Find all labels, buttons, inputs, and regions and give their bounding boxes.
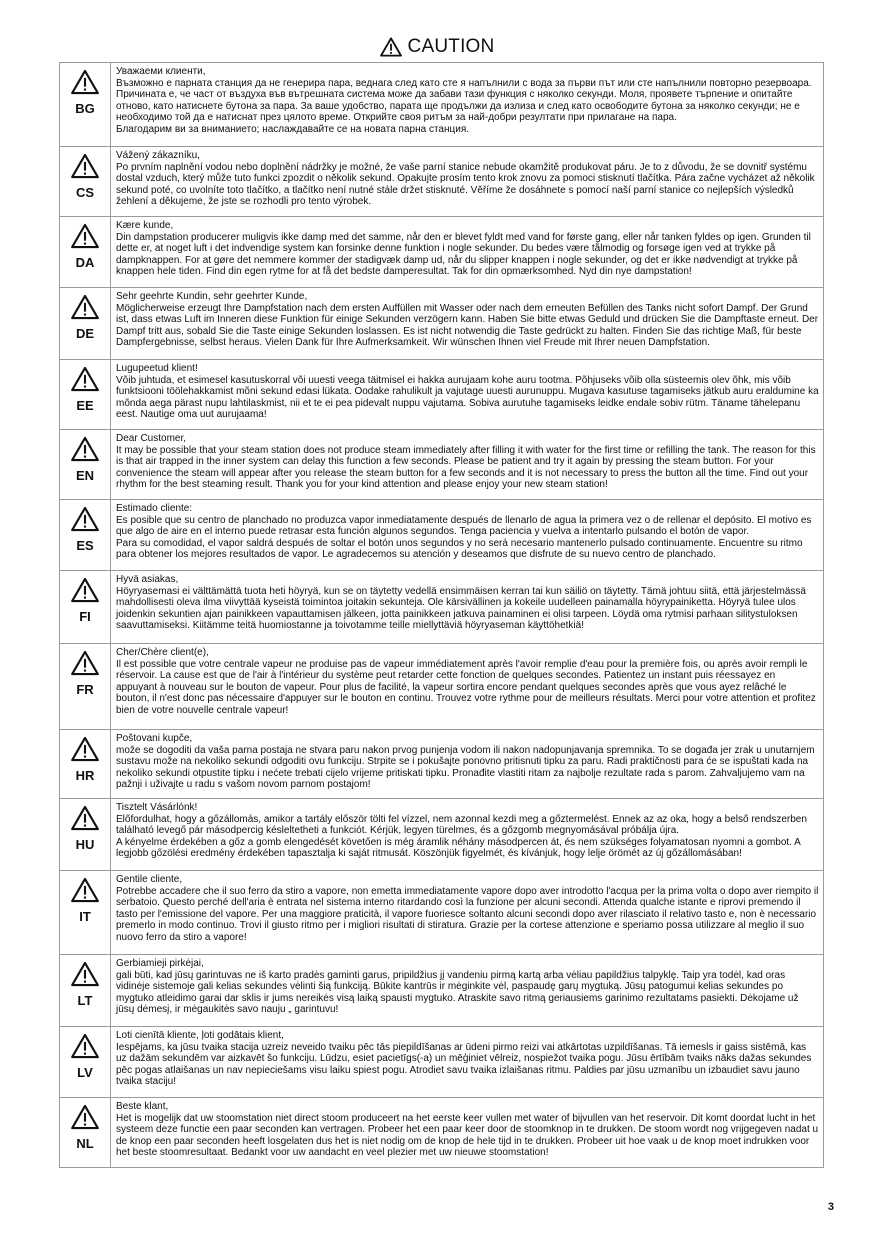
message-paragraph: Iespējams, ka jūsu tvaika stacija uzreiz neveido tvaiku pēc tās piepildīšanas ar ūdeni pirmo reizi vai atkārtotas uzpildīšanas. Tā iemesls ir gaiss sistēmā, kas uz dažām sekundēm var aizkavēt šo funkciju. Lūdzu, esiet pacietīgs(-a) un mēģiniet vēlreiz, nospiežot tvaika pogu. Jūsu ērtībām tvaiks nāks dažas sekundes pēc pogas atlaišanas un nav nepieciešams visu laiku spiest pogu. Atrodiet savu tvaika izlaišanas ritmu. Paldies par jūsu uzmanību un izbaudiet savu jauno tvaika staciju!	[116, 1041, 812, 1087]
greeting-line: Kære kunde,	[116, 220, 174, 231]
warning-triangle-icon	[71, 69, 99, 95]
language-code: NL	[76, 1136, 94, 1151]
warning-triangle-icon	[71, 961, 99, 987]
message-paragraph: Potrebbe accadere che il suo ferro da stiro a vapore, non emetta immediatamente vapore dopo aver introdotto l'acqua per la prima volta o dopo aver riempito il serbatoio. Questo perché dell'aria è entrata nel sistema interno ritardando così la funzione per alcuni secondi. Attenda qualche istante e riprovi premendo il tasto per l'emissione del vapore. Per una maggiore praticità, il vapore fuoriesce soltanto alcuni secondi dopo aver rilasciato il relativo tasto e, non è necessario premerlo in modo continuo. Trovi il giusto ritmo per i migliori risultati di stiratura. Grazie per la cortese attenzione e speriamo possa utilizzare al meglio il suo nuovo ferro da stiro a vapore!	[116, 885, 819, 943]
caution-row-cs	[60, 147, 824, 217]
language-code: CS	[75, 185, 95, 200]
warning-triangle-icon	[71, 1033, 99, 1059]
greeting-line: Poštovani kupče,	[116, 733, 193, 744]
language-cell	[60, 799, 111, 871]
caution-row-fi	[60, 571, 824, 644]
greeting-line: Tisztelt Vásárlónk!	[116, 802, 198, 813]
greeting-line: Beste klant,	[116, 1101, 169, 1112]
greeting-line: Loti cienītā kliente, ļoti godātais klient,	[116, 1030, 284, 1041]
caution-row-hu	[60, 799, 824, 871]
message-cell	[111, 360, 824, 430]
language-cell	[60, 500, 111, 571]
caution-row-de	[60, 288, 824, 360]
language-cell	[60, 955, 111, 1027]
language-code: BG	[75, 101, 95, 116]
message-paragraph: Para su comodidad, el vapor saldrá después de soltar el botón unos segundos y no será necesario mantenerlo pulsado continuamente. Encuentre su ritmo para obtener los mejores resultados de vapor. Le agradecemos su atención y deseamos que disfrute de su nuevo centro de planchado.	[116, 537, 803, 560]
language-code: HR	[75, 768, 95, 783]
message-cell	[111, 500, 824, 571]
message-paragraph: gali būti, kad jūsų garintuvas ne iš karto pradės gaminti garus, pripildžius jį vandeniu pirmą kartą arba vėliau papildžius talpyklę. Taip yra todėl, kad oras vidinėje sistemoje gali kelias sekundes vėlinti šią funkciją. Būkite kantrūs ir mėginkite vėl, paspaudę garų mygtuką. Jūsų patogumui kelias sekundes po mygtuko atleidimo garai dar sklis ir jums nereikės visą laiką spausti mygtuko. Atraskite savo ritmą geriausiems garinimo rezultatams pasiekti. Dėkojame už jūsų dėmesį, ir mėgaukitės savo nauju „ garintuvu!	[116, 969, 799, 1015]
warning-triangle-icon	[71, 223, 99, 249]
language-cell	[60, 63, 111, 147]
greeting-line: Gerbiamieji pirkėjai,	[116, 958, 204, 969]
warning-triangle-icon	[71, 506, 99, 532]
message-cell	[111, 430, 824, 500]
warning-triangle-icon	[71, 805, 99, 831]
caution-title	[0, 34, 874, 60]
message-paragraph: može se dogoditi da vaša parna postaja ne stvara paru nakon prvog punjenja vodom ili nakon nadopunjavanja spremnika. To se događa jer zrak u unutarnjem sustavu može na nekoliko sekundi odgoditi ovu funkciju. Strpite se i pokušajte ponovno pritisnuti tipku za paru. Radi praktičnosti para će se ispuštati kada na nekoliko sekundi otpustite tipku i nećete trebati cijelo vrijeme pritiskati tipku. Pronađite vlastiti ritam za najbolje rezultate rada s parom. Zahvaljujemo vam na pažnji i uživajte u radu s vašom novom parnom postajom!	[116, 744, 815, 790]
message-paragraph: Възможно е парната станция да не генерира пара, веднага след като сте я напълнили с вода за първи път или сте напълнили повторно резервоара.	[116, 77, 812, 89]
language-code: EN	[75, 468, 95, 483]
caution-row-lt	[60, 955, 824, 1027]
warning-triangle-icon	[71, 577, 99, 603]
caution-title-text: CAUTION	[407, 36, 495, 57]
message-cell	[111, 730, 824, 799]
message-cell	[111, 571, 824, 644]
message-paragraph: A kényelme érdekében a gőz a gomb elengedését követően is még áramlik néhány másodpercen át, és nem szükséges folyamatosan nyomni a gombot. A legjobb gőzölési eredmény érdekében tapasztalja ki saját ritmusát. Köszönjük figyelmét, és kívánjuk, hogy lelje örömét az új gőzállomásában!	[116, 836, 801, 859]
greeting-line: Estimado cliente:	[116, 503, 193, 514]
message-cell	[111, 871, 824, 955]
caution-row-en	[60, 430, 824, 500]
message-paragraph: Előfordulhat, hogy a gőzállomás, amikor a tartály először tölti fel vízzel, nem azonnal kezdi meg a gőztermelést. Ennek az az oka, hogy a belső rendszerben található levegő pár másodpercig késleltetheti a funkciót. Kérjük, legyen türelmes, és a gőzgomb megnyomásával próbálja újra.	[116, 813, 807, 836]
message-paragraph: It may be possible that your steam station does not produce steam immediately after filling it with water for the first time or refilling the tank. The reason for this is that air trapped in the inner system can delay this function a few seconds. Please be patient and try it again by pressing the steam button. For your convenience the steam will appear after you release the steam button for a few seconds and it is not necessary to press the button all the time. Find out your rhythm for the best steaming result. Thank you for your kind attention and please enjoy your new steam station!	[116, 444, 816, 490]
greeting-line: Vážený zákazníku,	[116, 150, 200, 161]
caution-row-hr	[60, 730, 824, 799]
greeting-line: Lugupeetud klient!	[116, 363, 198, 374]
message-cell	[111, 955, 824, 1027]
greeting-line: Gentile cliente,	[116, 874, 183, 885]
message-paragraph: Es posible que su centro de planchado no produzca vapor inmediatamente después de llenarlo de agua la primera vez o de rellenar el depósito. El motivo es que algo de aire en el interno puede retrasar esta función algunos segundos. Tenga paciencia y vuelva a intentarlo pulsando el botón de vapor.	[116, 514, 812, 537]
language-code: ES	[76, 538, 94, 553]
language-code: IT	[79, 909, 91, 924]
warning-triangle-icon	[71, 153, 99, 179]
language-cell	[60, 1027, 111, 1098]
message-cell	[111, 644, 824, 730]
warning-triangle-icon	[380, 37, 402, 57]
message-paragraph: Благодарим ви за вниманието; наслаждавайте се на новата парна станция.	[116, 123, 470, 135]
message-cell	[111, 799, 824, 871]
caution-table	[59, 62, 824, 1168]
language-code: LV	[77, 1065, 93, 1080]
language-cell	[60, 1098, 111, 1168]
language-code: DE	[75, 326, 95, 341]
caution-row-it	[60, 871, 824, 955]
language-cell	[60, 217, 111, 288]
warning-triangle-icon	[71, 436, 99, 462]
message-paragraph: Höyryasemasi ei välttämättä tuota heti höyryä, kun se on täytetty vedellä ensimmäisen kerran tai kun säiliö on täytetty. Tämä johtuu siitä, että järjestelmässä mahdollisesti oleva ilma viivyttää kyseistä toimintoa joitakin sekunteja. Ole kärsivällinen ja kokeile uudelleen painamalla höyrypainiketta. Höyryä tulee ulos joidenkin sekuntien ajan painikkeen vapauttamisen jälkeen, jotta painikkeen jatkuva painaminen ei olisi tarpeen. Löydä oma rytmisi parhaan silitystuloksen saavuttamiseksi. Kiitämme teitä huomiostanne ja toivotamme teille miellyttäviä höyryaseman käyttöhetkiä!	[116, 585, 806, 631]
caution-row-fr	[60, 644, 824, 730]
language-cell	[60, 730, 111, 799]
message-cell	[111, 288, 824, 360]
warning-triangle-icon	[71, 650, 99, 676]
greeting-line: Sehr geehrte Kundin, sehr geehrter Kunde,	[116, 291, 308, 302]
language-code: EE	[76, 398, 94, 413]
warning-triangle-icon	[71, 736, 99, 762]
language-code: LT	[77, 993, 93, 1008]
warning-triangle-icon	[71, 294, 99, 320]
language-code: DA	[75, 255, 95, 270]
language-cell	[60, 147, 111, 217]
message-paragraph: Din dampstation producerer muligvis ikke damp med det samme, når den er blevet fyldt med vand for første gang, eller når tanken fyldes op igen. Grunden til dette er, at noget luft i det indvendige system kan forsinke denne funktion i nogle sekunder. Du bedes være tålmodig og forsøge igen ved at trykke på dampknappen. For at gøre det nemmere kommer der stadigvæk damp ud, når du slipper knappen i nogle sekunder, og det er ikke nødvendigt at trykke på knappen hele tiden. Find din egen rytme for at få det bedste damperesultat. Tak for din opmærksomhed. Nyd din nye dampstation!	[116, 231, 811, 277]
caution-row-nl	[60, 1098, 824, 1168]
message-paragraph: Причината е, че част от въздуха във вътрешната система може да забави тази функция с няколко секунди. Моля, проявете търпение и опитайте отново, като натиснете бутона за пара. За ваше удобство, парата ще продължи да излиза и след като освободите бутона за няколко секунди; не е необходимо той да е натиснат през цялото време. Открийте своя ритъм за най-добри резултати при прилагане на пара.	[116, 89, 800, 123]
message-cell	[111, 217, 824, 288]
language-cell	[60, 644, 111, 730]
caution-row-es	[60, 500, 824, 571]
warning-triangle-icon	[71, 366, 99, 392]
language-cell	[60, 288, 111, 360]
language-cell	[60, 360, 111, 430]
message-paragraph: Il est possible que votre centrale vapeur ne produise pas de vapeur immédiatement après l'avoir remplie d'eau pour la première fois, ou après avoir rempli le réservoir. La cause est que de l'air à l'intérieur du système peut retarder cette fonction de quelques secondes. Patientez un instant puis réessayez en appuyant à nouveau sur le bouton de vapeur. Pour plus de facilité, la vapeur sortira encore pendant quelques secondes après que vous ayez relâché le bouton, il n'est donc pas nécessaire d'appuyer sur le bouton en continu. Trouvez votre rythme pour de meilleurs résultats. Merci pour votre attention et profitez bien de votre nouvelle centrale vapeur!	[116, 658, 816, 716]
page-number: 3	[827, 1201, 834, 1213]
greeting-line: Уважаеми клиенти,	[116, 66, 206, 77]
language-cell	[60, 871, 111, 955]
message-cell	[111, 147, 824, 217]
greeting-line: Dear Customer,	[116, 433, 187, 444]
greeting-line: Cher/Chère client(e),	[116, 647, 209, 658]
caution-row-lv	[60, 1027, 824, 1098]
language-cell	[60, 571, 111, 644]
warning-triangle-icon	[71, 877, 99, 903]
language-code: FR	[76, 682, 94, 697]
greeting-line: Hyvä asiakas,	[116, 574, 179, 585]
language-code: HU	[75, 837, 95, 852]
language-cell	[60, 430, 111, 500]
message-paragraph: Po prvním naplnění vodou nebo doplnění nádržky je možné, že vaše parní stanice nebude okamžitě produkovat páru. Je to z důvodu, že se dovnitř systému dostal vzduch, který může tuto funkci zpozdit o několik sekund. Opakujte prosím tento krok znovu za pomoci stisknutí tlačítka. Pára začne vycházet až několik sekund poté, co uvolníte toto tlačítko, a tlačítko není nutné stále držet stisknuté. Věříme že dosáhnete s pomocí naší parní stanice co nejlepších výsledků žehlení a děkujeme, že jste se rozhodli pro tento výrobek.	[116, 161, 815, 207]
message-paragraph: Võib juhtuda, et esimesel kasutuskorral või uuesti veega täitmisel ei hakka aurujaam kohe auru tootma. Põhjuseks võib olla süsteemis olev õhk, mis võib funktsiooni töölehakkamist mõni sekund edasi lükata. Oodake rahulikult ja vajutage uuesti aurunuppu. Mugava kasutuse tagamiseks jätkub auru eraldumine ka mõnda aega pärast nupu lahtilaskmist, nii et te ei pea pidevalt nuppu vajutama. Sobiva aurutuhe tagamiseks leidke endale sobiv rütm. Täname tähelepanu eest. Nautige oma uut aurujaama!	[116, 374, 819, 420]
caution-row-da	[60, 217, 824, 288]
caution-row-ee	[60, 360, 824, 430]
warning-triangle-icon	[71, 1104, 99, 1130]
message-cell	[111, 1027, 824, 1098]
message-cell	[111, 1098, 824, 1168]
message-paragraph: Het is mogelijk dat uw stoomstation niet direct stoom produceert na het eerste keer vullen met water of bijvullen van het reservoir. Dit komt doordat lucht in het systeem deze functie een paar seconden kan vertragen. Probeer het een paar keer door de stoomknop in te drukken. De stoom wordt nog vrijgegeven nadat u de knop een paar seconden heeft losgelaten dus het is niet nodig om de knop de hele tijd in te drukken. Probeer uit hoe vaak u de knop moet indrukken voor het beste stoomresultaat. Bedankt voor uw aandacht en veel plezier met uw nieuwe stoomstation!	[116, 1112, 819, 1158]
language-code: FI	[79, 609, 91, 624]
caution-row-bg	[60, 63, 824, 147]
message-paragraph: Möglicherweise erzeugt Ihre Dampfstation nach dem ersten Auffüllen mit Wasser oder nach dem erneuten Befüllen des Tanks nicht sofort Dampf. Der Grund ist, dass etwas Luft im Inneren diese Funktion für einige Sekunden verzögern kann. Haben Sie bitte etwas Geduld und drücken Sie die Dampftaste erneut. Der Dampf tritt aus, sobald Sie die Taste einige Sekunden loslassen. Es ist nicht notwendig die Taste gedrückt zu halten. Finden Sie das richtige Maß, für beste Dampfergebnisse, selbst heraus. Vielen Dank für Ihre Aufmerksamkeit. Wir wünschen Ihnen viel Freude mit Ihrer neuen Dampfstation.	[116, 302, 819, 348]
message-cell	[111, 63, 824, 147]
